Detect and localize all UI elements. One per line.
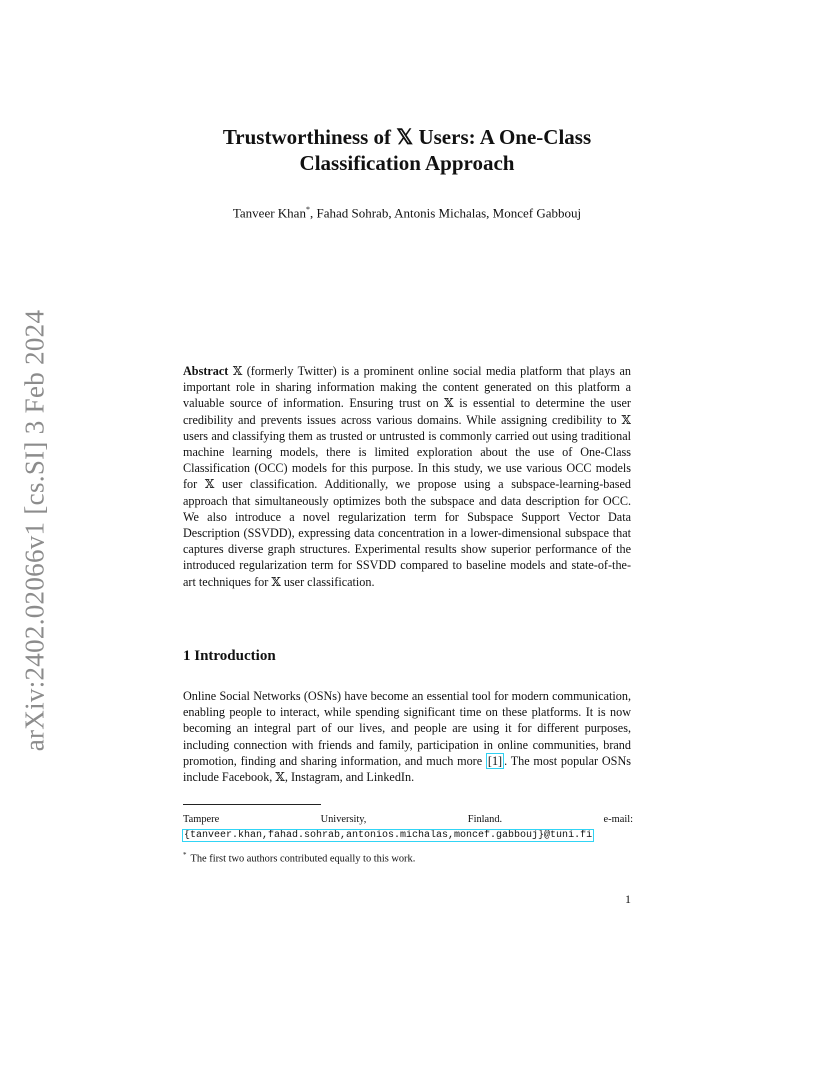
page-number: 1 <box>625 892 631 906</box>
email-link[interactable]: {tanveer.khan,fahad.sohrab,antonios.michalas,moncef.gabbouj}@tuni.fi <box>184 830 593 841</box>
section-heading-introduction: 1 Introduction <box>183 648 276 664</box>
abstract-label: Abstract <box>183 364 229 378</box>
citation-link[interactable]: [1] <box>487 753 503 768</box>
arxiv-identifier-text: arXiv:2402.02066v1 [cs.SI] 3 Feb 2024 <box>19 309 50 751</box>
intro-text-after: . The most popular OSNs include Facebook, 𝕏, Instagram, and LinkedIn. <box>183 753 631 785</box>
equal-contribution-mark: * <box>305 205 310 214</box>
affiliation-footnote <box>183 812 633 843</box>
equal-contribution-footnote <box>183 848 633 866</box>
footnote-mark: * <box>183 851 187 859</box>
paper-title: Trustworthiness of 𝕏 Users: A One-Class Classification Approach <box>222 125 592 175</box>
abstract-text: 𝕏 (formerly Twitter) is a prominent online social media platform that plays an important role in sharing information making the content generated on this platform a valuable source of information. Ensuring trust on 𝕏 is essential to determine the user credibility and prevents issues across various domains. While assigning credibility to 𝕏 users and classifying them as trusted or untrusted is commonly carried out using traditional machine learning models, there is limited exploration about the use of One-Class Classification (OCC) models for this purpose. In this study, we use various OCC models for 𝕏 user classification. Additionally, we propose using a subspace-learning-based approach that simultaneously optimizes both the subspace and data description for OCC. We also introduce a novel regularization term for Subspace Support Vector Data Description (SSVDD), expressing data concentration in a lower-dimensional subspace that captures diverse graph structures. Experimental results show superior performance of the introduced regularization term for SSVDD compared to baseline models and state-of-the-art techniques for 𝕏 user classification. <box>183 364 631 589</box>
equal-contribution-text: The first two authors contributed equally to this work. <box>190 853 416 865</box>
introduction-paragraph <box>183 688 631 785</box>
footnote-divider <box>183 804 321 805</box>
author-first: Tanveer Khan <box>232 205 306 221</box>
arxiv-identifier-stamp <box>10 305 60 755</box>
intro-text-before: Online Social Networks (OSNs) have become an essential tool for modern communication, enabling people to interact, while spending significant time on these platforms. It is now becoming an integral part of our lives, and people are using it for different purposes, including connection with friends and family, participation in online communities, brand promotion, finding and sharing information, and much more <box>183 689 631 768</box>
author-others: , Fahad Sohrab, Antonis Michalas, Moncef Gabbouj <box>309 205 582 221</box>
affiliation-text: Tampere University, Finland. e-mail: <box>183 814 633 825</box>
author-list <box>160 205 654 221</box>
abstract <box>183 363 631 590</box>
